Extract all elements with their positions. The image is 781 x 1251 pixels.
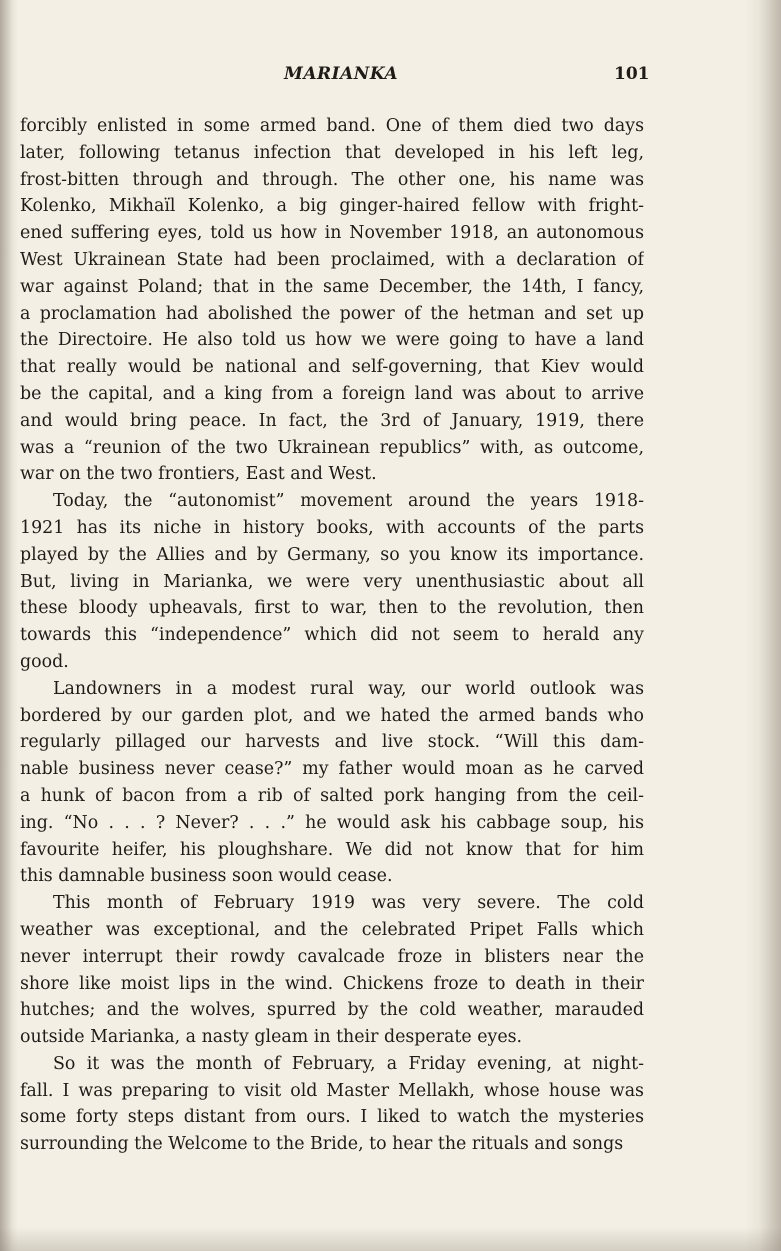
text-line: a proclamation had abolished the power of the hetman and set up: [20, 303, 644, 324]
text-line: that really would be national and self-governing, that Kiev would: [20, 357, 644, 378]
text-line: the Directoire. He also told us how we were going to have a land: [20, 330, 644, 351]
text-line: fall. I was preparing to visit old Master Mellakh, whose house was: [20, 1080, 644, 1101]
running-head: [0, 64, 781, 88]
page-gutter-shadow: [0, 0, 18, 1251]
text-line: bordered by our garden plot, and we hated the armed bands who: [20, 705, 644, 726]
text-line: regularly pillaged our harvests and live stock. “Will this dam-: [20, 732, 644, 753]
text-line: West Ukrainean State had been proclaimed, with a declaration of: [20, 249, 644, 270]
text-line: 1921 has its niche in history books, with accounts of the parts: [20, 517, 644, 538]
paragraph: [20, 890, 644, 1051]
text-line: Today, the “autonomist” movement around the years 1918-: [53, 491, 644, 512]
text-line: ing. “No . . . ? Never? . . .” he would ask his cabbage soup, his: [20, 812, 644, 833]
text-line: Landowners in a modest rural way, our world outlook was: [53, 678, 644, 699]
text-line: ened suffering eyes, told us how in November 1918, an autonomous: [20, 223, 644, 244]
text-line: outside Marianka, a nasty gleam in their desperate eyes.: [20, 1027, 523, 1048]
text-line: nable business never cease?” my father would moan as he carved: [20, 759, 644, 780]
page-bottom-shadow: [0, 1227, 781, 1251]
text-line: forcibly enlisted in some armed band. One of them died two days: [20, 116, 644, 136]
text-line: was a “reunion of the two Ukrainean republics” with, as outcome,: [20, 437, 644, 458]
text-line: towards this “independence” which did not seem to herald any: [20, 625, 644, 646]
text-line: war on the two frontiers, East and West.: [20, 464, 377, 485]
page-number: 101: [614, 64, 650, 84]
text-line: these bloody upheavals, first to war, then to the revolution, then: [20, 598, 644, 619]
paragraph: [20, 1051, 644, 1158]
text-line: surrounding the Welcome to the Bride, to hear the rituals and songs: [20, 1134, 624, 1155]
text-line: be the capital, and a king from a foreign land was about to arrive: [20, 383, 644, 404]
text-line: Kolenko, Mikhaïl Kolenko, a big ginger-haired fellow with fright-: [20, 196, 644, 217]
text-line: weather was exceptional, and the celebrated Pripet Falls which: [20, 919, 644, 940]
text-line: frost-bitten through and through. The other one, his name was: [20, 169, 644, 190]
text-line: some forty steps distant from ours. I liked to watch the mysteries: [20, 1107, 644, 1128]
text-line: But, living in Marianka, we were very unenthusiastic about all: [20, 571, 644, 592]
text-line: this damnable business soon would cease.: [20, 866, 393, 887]
text-line: and would bring peace. In fact, the 3rd of January, 1919, there: [20, 410, 644, 431]
text-line: So it was the month of February, a Friday evening, at night-: [53, 1053, 644, 1074]
text-line: later, following tetanus infection that developed in his left leg,: [20, 142, 644, 163]
text-line: never interrupt their rowdy cavalcade froze in blisters near the: [20, 946, 644, 967]
text-line: favourite heifer, his ploughshare. We did not know that for him: [20, 839, 644, 860]
chapter-title: MARIANKA: [284, 64, 399, 84]
text-line: played by the Allies and by Germany, so you know its importance.: [20, 544, 644, 565]
text-line: hutches; and the wolves, spurred by the cold weather, marauded: [20, 1000, 644, 1021]
page-edge-shadow: [745, 0, 781, 1251]
body-text: [20, 113, 644, 1158]
paragraph: [20, 488, 644, 676]
text-line: a hunk of bacon from a rib of salted pork hanging from the ceil-: [20, 785, 644, 806]
paragraph: [20, 113, 644, 488]
text-line: war against Poland; that in the same December, the 14th, I fancy,: [20, 276, 644, 297]
paragraph: [20, 676, 644, 890]
text-line: good.: [20, 651, 69, 672]
text-line: This month of February 1919 was very severe. The cold: [53, 893, 644, 914]
text-line: shore like moist lips in the wind. Chickens froze to death in their: [20, 973, 644, 994]
